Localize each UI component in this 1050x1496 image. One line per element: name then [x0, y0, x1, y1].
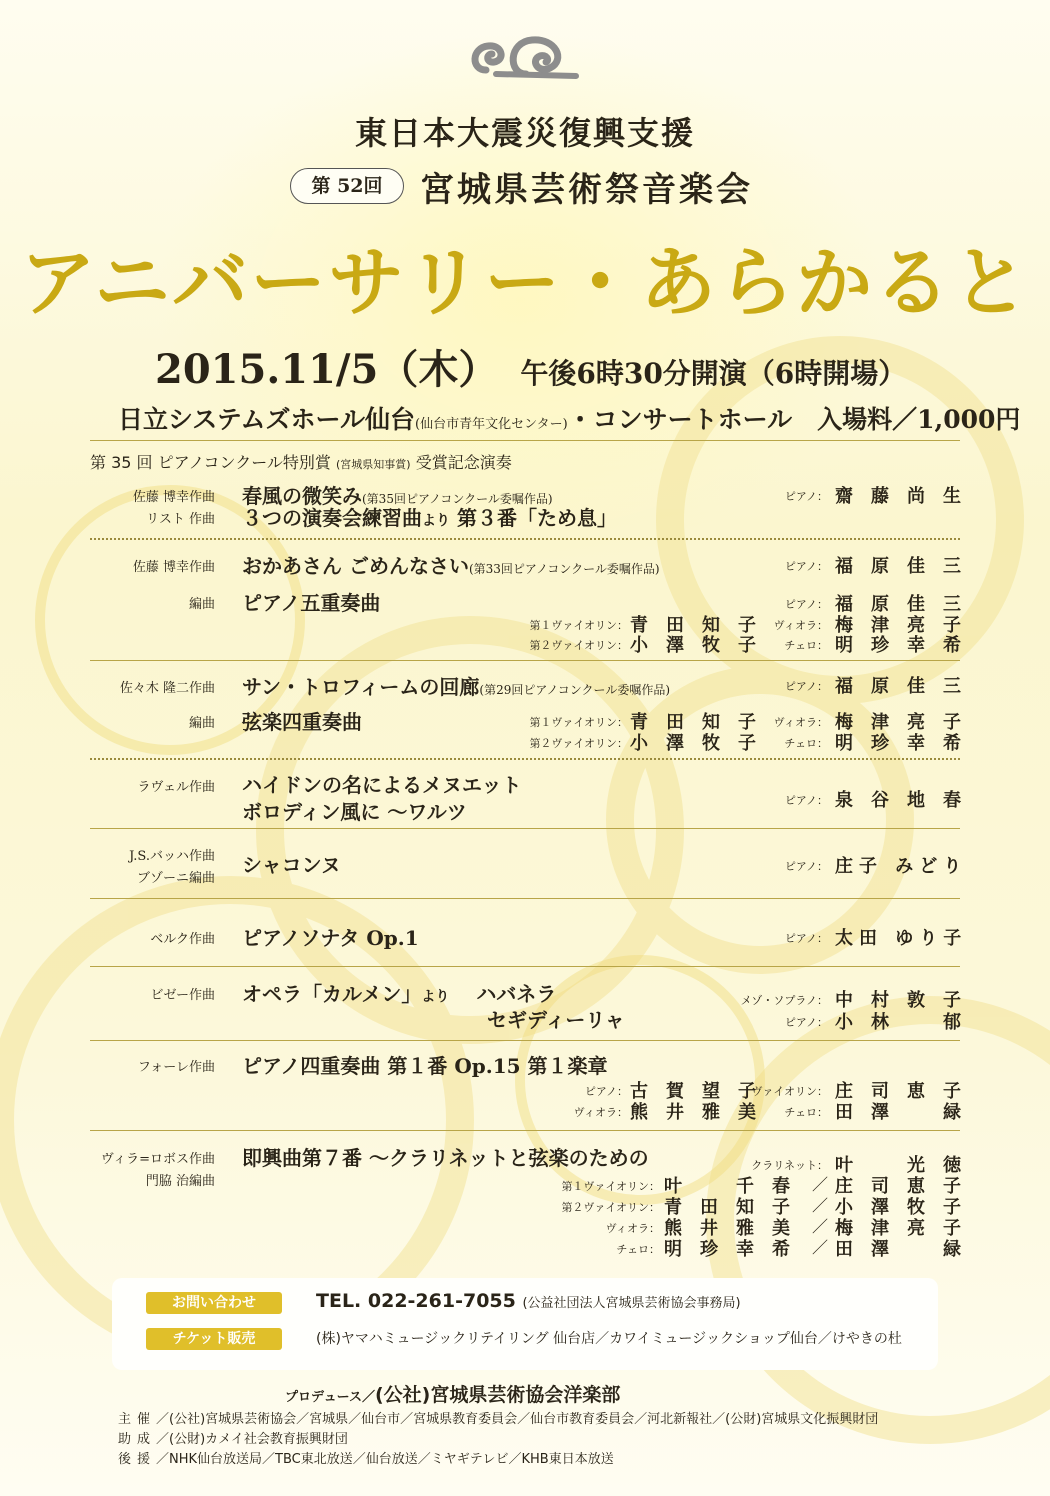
swirl-logo	[466, 30, 586, 86]
venue-line	[118, 400, 1020, 436]
performer-role: ヴィオラ：	[773, 619, 828, 632]
work-yori: より	[422, 513, 450, 529]
work-title	[242, 502, 617, 531]
support-credit	[118, 1448, 614, 1467]
performer-name: 小澤牧子	[630, 635, 774, 656]
hall-and-fee: ・コンサートホール 入場料／1,000円	[567, 405, 1021, 434]
venue-name: 日立システムズホール仙台	[118, 405, 416, 434]
performer-role: 第１ヴァイオリン：	[529, 716, 628, 729]
grant-key: 助成	[118, 1432, 157, 1447]
performer-role: ピアノ：	[784, 680, 828, 693]
work-title-text: 第３番「ため息」	[456, 506, 617, 530]
performer-name: 明珍幸希	[664, 1239, 808, 1260]
section-heading-text: 第 35 回 ピアノコンクール特別賞	[90, 453, 331, 472]
phone-number: TEL. 022-261-7055	[316, 1290, 516, 1312]
performer-role: チェロ：	[616, 1243, 660, 1256]
host-credit	[118, 1408, 878, 1427]
work-note: (第33回ピアノコンクール委嘱作品)	[468, 562, 660, 576]
support-heading: 東日本大震災復興支援	[354, 114, 695, 152]
performer-name: 小澤牧子	[835, 1197, 979, 1218]
performer-name: 庄司恵子	[835, 1081, 979, 1102]
work-title-text: オペラ「カルメン」	[242, 982, 422, 1006]
work-yori: より	[421, 989, 450, 1005]
performer-name: 青田知子	[630, 712, 774, 733]
performer-role: ヴィオラ：	[573, 1106, 628, 1119]
composer: ラヴェル作曲	[137, 780, 215, 795]
composer: 編曲	[188, 716, 215, 731]
host-list: ／(公社)宮城県芸術協会／宮城県／仙台市／宮城県教育委員会／仙台市教育委員会／河北新報社／(公財)宮城県文化振興財団	[156, 1412, 879, 1427]
separator: ／	[812, 1238, 829, 1257]
dotted-divider	[90, 758, 960, 760]
support-key: 後援	[118, 1452, 157, 1467]
ticket-shops: (株)ヤマハミュージックリテイリング 仙台店／カワイミュージックショップ仙台／けやきの杜	[316, 1331, 902, 1347]
venue-note: (仙台市青年文化センター)	[415, 417, 568, 432]
work-title: セギディーリャ	[487, 1008, 625, 1032]
work-title	[242, 550, 660, 579]
performer-name: 叶 千春	[664, 1176, 808, 1197]
grant-credit	[118, 1428, 348, 1447]
performer-name: 梅津亮子	[835, 712, 979, 733]
performer-name: 庄司恵子	[835, 1176, 979, 1197]
performer-role: ピアノ：	[784, 932, 828, 945]
section-heading-tail: 受賞記念演奏	[415, 453, 512, 472]
performer-name: 青田知子	[630, 615, 774, 636]
performer-role: ヴァイオリン：	[751, 1085, 828, 1098]
performer-role: ピアノ：	[784, 560, 828, 573]
divider	[90, 1040, 960, 1041]
section-heading	[90, 450, 512, 473]
performer-role: チェロ：	[784, 639, 828, 652]
contact-phone	[316, 1290, 741, 1312]
separator: ／	[812, 1175, 829, 1194]
performer-name: 庄子 みどり	[835, 856, 968, 877]
performer-name: 叶 光徳	[835, 1155, 979, 1176]
composer: 佐藤 博幸作曲	[132, 560, 215, 575]
performer-role: ピアノ：	[784, 1016, 828, 1029]
work-title: ピアノ五重奏曲	[242, 591, 381, 615]
festival-name: 宮城県芸術祭音楽会	[420, 170, 753, 210]
composer: 編曲	[188, 597, 215, 612]
performer-name: 梅津亮子	[835, 1218, 979, 1239]
performer-role: ピアノ：	[584, 1085, 628, 1098]
separator: ／	[812, 1217, 829, 1236]
contact-label: お問い合わせ	[146, 1292, 282, 1314]
divider	[90, 440, 960, 441]
performer-name: 熊井雅美	[664, 1218, 808, 1239]
composer: J.S.バッハ作曲	[129, 849, 215, 864]
date-line	[155, 338, 906, 395]
performer-name: 熊井雅美	[630, 1102, 774, 1123]
performer-role: ピアノ：	[784, 860, 828, 873]
divider	[90, 898, 960, 899]
performer-name: 福原佳三	[835, 676, 979, 697]
work-title: シャコンヌ	[242, 853, 341, 877]
edition-badge: 第 52回	[290, 168, 404, 204]
work-title-text: ３つの演奏会練習曲	[242, 506, 422, 530]
work-note: (第35回ピアノコンクール委嘱作品)	[362, 492, 553, 506]
work-title: ボロディン風に ～ワルツ	[242, 800, 467, 824]
performer-role: 第２ヴァイオリン：	[561, 1201, 660, 1214]
performer-name: 小林 郁	[835, 1012, 979, 1033]
performer-role: メゾ・ソプラノ：	[740, 994, 828, 1007]
work-title: ハイドンの名によるメヌエット	[242, 773, 522, 797]
work-title: ピアノソナタ Op.1	[242, 926, 419, 950]
composer: ベルク作曲	[150, 932, 215, 947]
concert-time: 午後6時30分開演（6時開場）	[520, 357, 907, 390]
performer-name: 齋藤尚生	[835, 486, 979, 507]
composer: フォーレ作曲	[137, 1060, 215, 1075]
performer-role: ピアノ：	[784, 598, 828, 611]
work-title: 即興曲第７番 ～クラリネットと弦楽のための	[242, 1146, 649, 1170]
work-title-text: ハバネラ	[476, 982, 557, 1006]
dotted-divider	[90, 538, 960, 540]
grant-list: ／(公財)カメイ社会教育振興財団	[156, 1432, 348, 1447]
separator: ／	[812, 1196, 829, 1215]
concert-date: 2015.11/5（木）	[155, 346, 499, 393]
support-list: ／NHK仙台放送局／TBC東北放送／仙台放送／ミヤギテレビ／KHB東日本放送	[156, 1452, 614, 1467]
performer-name: 福原佳三	[835, 556, 979, 577]
divider	[90, 966, 960, 967]
performer-role: 第２ヴァイオリン：	[529, 737, 628, 750]
performer-role: チェロ：	[784, 737, 828, 750]
work-note: (第29回ピアノコンクール委嘱作品)	[479, 683, 671, 697]
performer-role: チェロ：	[784, 1106, 828, 1119]
performer-name: 古賀望子	[630, 1081, 774, 1102]
performer-role: ピアノ：	[784, 794, 828, 807]
performer-name: 梅津亮子	[835, 615, 979, 636]
performer-name: 明珍幸希	[835, 733, 979, 754]
performer-role: クラリネット：	[751, 1159, 828, 1172]
work-title-text: おかあさん ごめんなさい	[242, 554, 469, 578]
composer: ビゼー作曲	[150, 988, 215, 1003]
performer-role: ヴィオラ：	[773, 716, 828, 729]
composer: 佐々木 隆二作曲	[119, 681, 215, 696]
arranger: ブゾーニ編曲	[136, 871, 215, 886]
producer-label: プロデュース／	[285, 1390, 375, 1405]
work-title-text: サン・トロフィームの回廊	[242, 675, 480, 699]
phone-note: (公益社団法人宮城県芸術協会事務局)	[522, 1296, 741, 1311]
performer-name: 太田 ゆり子	[835, 928, 968, 949]
work-title	[242, 671, 670, 700]
performer-name: 泉谷地春	[835, 790, 979, 811]
performer-name: 青田知子	[664, 1197, 808, 1218]
performer-role: ピアノ：	[784, 490, 828, 503]
performer-role: 第１ヴァイオリン：	[561, 1180, 660, 1193]
performer-name: 田澤 緑	[835, 1239, 979, 1260]
performer-name: 田澤 緑	[835, 1102, 979, 1123]
ticket-label: チケット販売	[146, 1328, 282, 1350]
section-heading-note: (宮城県知事賞)	[336, 458, 411, 471]
producer-org: (公社)宮城県芸術協会洋楽部	[374, 1384, 621, 1406]
divider	[90, 1130, 960, 1131]
info-box	[112, 1278, 938, 1370]
composer: リスト 作曲	[146, 512, 215, 527]
composer: 佐藤 博幸作曲	[132, 490, 215, 505]
arranger: 門脇 治編曲	[145, 1174, 215, 1189]
work-title	[242, 978, 556, 1007]
host-key: 主催	[118, 1412, 157, 1427]
main-title: アニバーサリー・あらかると	[19, 238, 1031, 327]
performer-role: ヴィオラ：	[605, 1222, 660, 1235]
performer-role: 第１ヴァイオリン：	[529, 619, 628, 632]
work-title: 弦楽四重奏曲	[242, 710, 362, 734]
divider	[90, 828, 960, 829]
work-title: ピアノ四重奏曲 第１番 Op.15 第１楽章	[242, 1054, 608, 1078]
composer: ヴィラ=ロボス作曲	[100, 1152, 215, 1167]
performer-role: 第２ヴァイオリン：	[529, 639, 628, 652]
performer-name: 明珍幸希	[835, 635, 979, 656]
performer-name: 福原佳三	[835, 594, 979, 615]
producer-line	[285, 1380, 620, 1407]
performer-name: 小澤牧子	[630, 733, 774, 754]
performer-name: 中村敦子	[835, 990, 979, 1011]
divider	[90, 660, 960, 661]
work-title-text: 春風の微笑み	[242, 484, 362, 508]
